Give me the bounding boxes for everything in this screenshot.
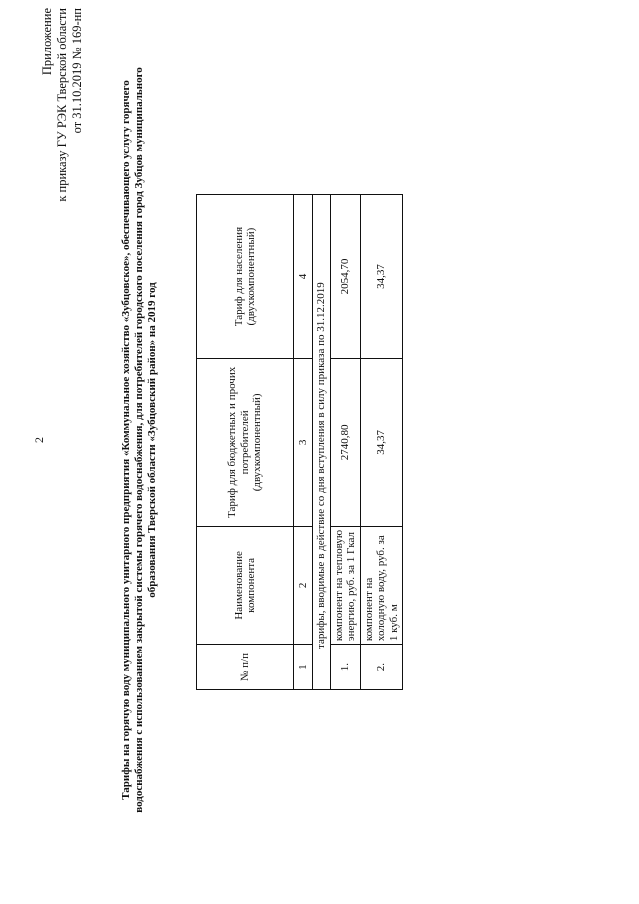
section-row bbox=[313, 195, 331, 690]
appendix-line-3: от 31.10.2019 № 169-нп bbox=[70, 8, 84, 134]
row-number: 1. bbox=[330, 645, 360, 690]
appendix-line-1: Приложение bbox=[40, 8, 54, 76]
column-number-row bbox=[294, 195, 313, 690]
header-population-tariff: Тариф для населения (двухкомпонентный) bbox=[197, 195, 294, 359]
appendix-header bbox=[40, 8, 85, 202]
header-budget-tariff: Тариф для бюджетных и прочих потребителей (двухкомпонентный) bbox=[197, 359, 294, 527]
column-number: 2 bbox=[294, 526, 313, 645]
tariff-table bbox=[196, 194, 403, 690]
table-row bbox=[330, 195, 360, 690]
column-number: 4 bbox=[294, 195, 313, 359]
table-row bbox=[360, 195, 403, 690]
budget-tariff-value: 2740,80 bbox=[330, 359, 360, 527]
row-number: 2. bbox=[360, 645, 403, 690]
budget-tariff-value: 34,37 bbox=[360, 359, 403, 527]
section-label: тарифы, вводимые в действие со дня вступления в силу приказа по 31.12.2019 bbox=[313, 195, 331, 690]
component-name: компонент на тепловую энергию, руб. за 1 Гкал bbox=[330, 526, 360, 645]
document-title: Тарифы на горячую воду муниципального унитарного предприятия «Коммунальное хозяйство «Зубцовское», обеспечивающего услугу горячего водоснабжения с использованием закрытой системы горячего водоснабжения, для потребителей городского поселения город Зубцов муниципального образования Тверской области «Зубцовский район» на 2019 год bbox=[120, 67, 158, 813]
component-name: компонент на холодную воду, руб. за 1 куб. м bbox=[360, 526, 403, 645]
appendix-line-2: к приказу ГУ РЭК Тверской области bbox=[55, 8, 69, 202]
column-number: 1 bbox=[294, 645, 313, 690]
page-number: 2 bbox=[32, 437, 46, 443]
column-number: 3 bbox=[294, 359, 313, 527]
header-number: № п/п bbox=[197, 645, 294, 690]
table-header-row bbox=[197, 195, 294, 690]
rotated-document-page bbox=[20, 0, 620, 880]
header-component-name: Наименование компонента bbox=[197, 526, 294, 645]
population-tariff-value: 2054,70 bbox=[330, 195, 360, 359]
population-tariff-value: 34,37 bbox=[360, 195, 403, 359]
